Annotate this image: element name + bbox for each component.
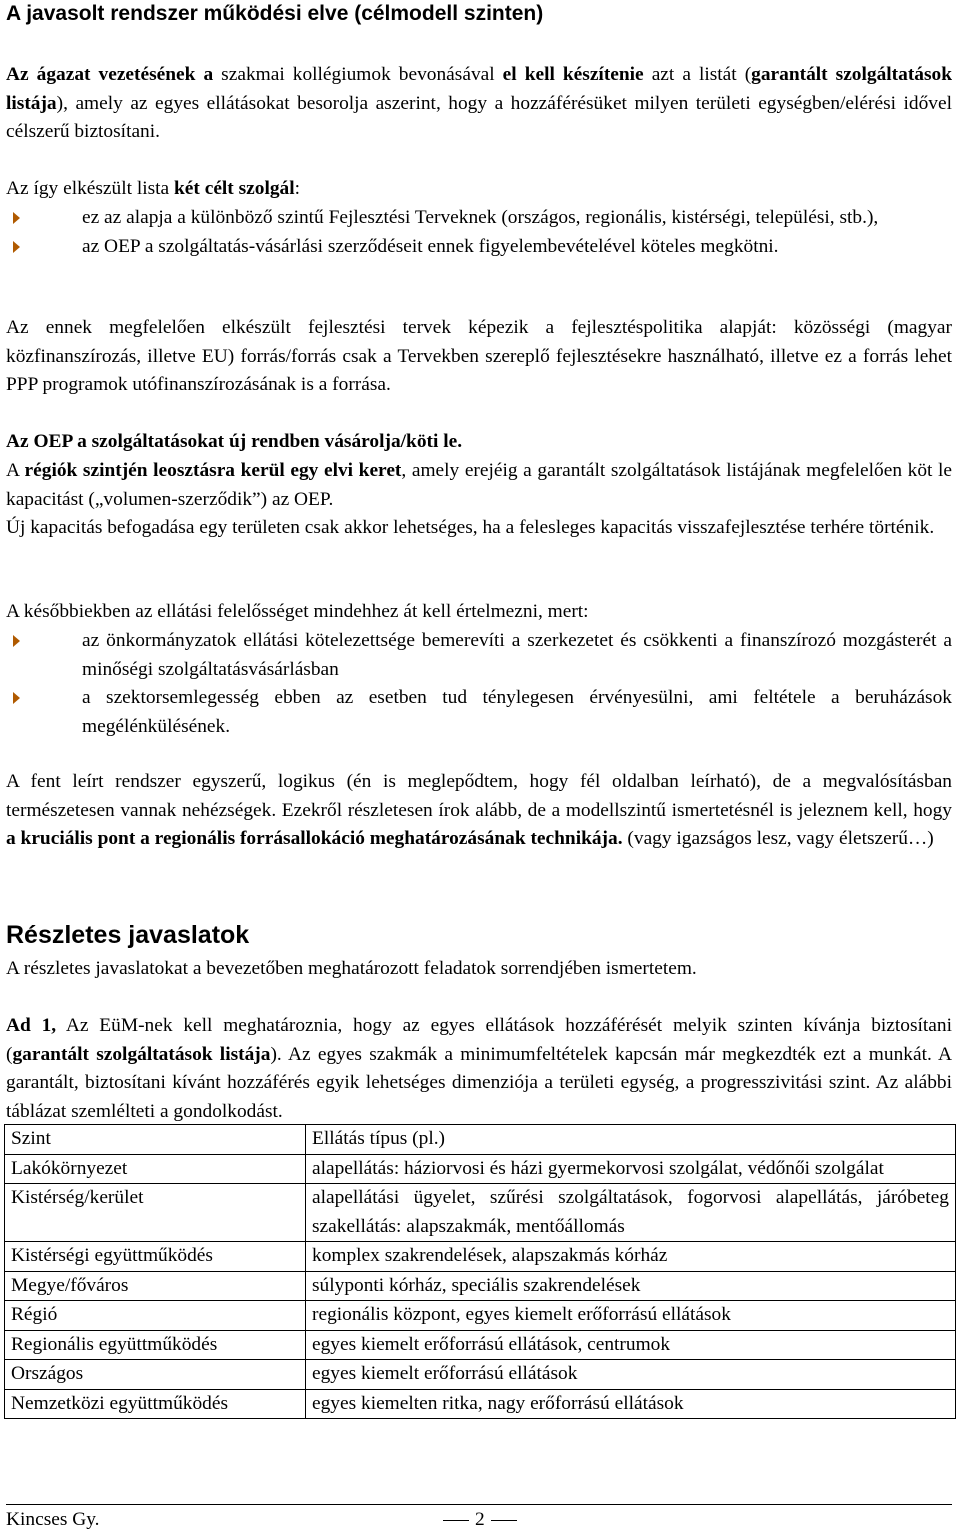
footer-divider [6, 1504, 952, 1505]
table-header-row [5, 1125, 956, 1155]
list-item: az önkormányzatok ellátási kötelezettsége bemerevíti a szerkezetet és csökkenti a finanszírozó mozgásterét a minőségi szolgáltatásvásárlásban [6, 627, 952, 684]
paragraph-responsibility: A későbbiekben az ellátási felelősséget mindehhez át kell értelmezni, mert: [6, 601, 589, 622]
table-cell-service: egyes kiemelt erőforrású ellátások, centrumok [306, 1330, 956, 1360]
table-cell-service: regionális központ, egyes kiemelt erőforrású ellátások [306, 1301, 956, 1331]
paragraph-guaranteed-list: Az ágazat vezetésének a szakmai kollégiumok bevonásával el kell készítenie azt a listát (garantált szolgáltatások listája), amely az egyes ellátásokat besorolja aszerint, hogy a hozzáférésüket milyen területi egységben/elérési idővel célszerű biztosítani. [6, 64, 953, 142]
table-cell-level: Regionális együttműködés [5, 1330, 306, 1360]
footer-author: Kincses Gy. [6, 1509, 100, 1530]
paragraph-oep-new-order: Az OEP a szolgáltatásokat új rendben vásárolja/köti le. [6, 431, 463, 452]
paragraph-system-summary: A fent leírt rendszer egyszerű, logikus (én is meglepődtem, hogy fél oldalban leírható), de a megvalósításban természetesen vannak nehézségek. Ezekről részletesen írok alább, de a modellszintű ismertetésnél is jeleznem kell, hogy a kruciális pont a regionális forrásallokáció meghatározásának technikája. (vagy igazságos lesz, vagy életszerű…) [6, 771, 952, 849]
table-cell-level: Megye/főváros [5, 1271, 306, 1301]
table-cell-level: Lakókörnyezet [5, 1154, 306, 1184]
section-heading-detailed-proposals: Részletes javaslatok [6, 921, 250, 949]
list-item: ez az alapja a különböző szintű Fejlesztési Terveknek (országos, regionális, kistérségi, települési, stb.), [6, 204, 952, 233]
list-item: a szektorsemlegesség ebben az esetben tud ténylegesen érvényesülni, ami feltétele a beruházások megélénkülésének. [6, 684, 952, 741]
table-cell-service: egyes kiemelt erőforrású ellátások [306, 1360, 956, 1390]
table-row [5, 1330, 956, 1360]
right-arrow-bullet-icon [13, 241, 20, 253]
table-row [5, 1389, 956, 1419]
right-arrow-bullet-icon [13, 635, 20, 647]
table-row [5, 1154, 956, 1184]
table-cell-service: egyes kiemelten ritka, nagy erőforrású ellátások [306, 1389, 956, 1419]
paragraph-regional-frame: A régiók szintjén leosztásra kerül egy elvi keret, amely erejéig a garantált szolgáltatások listájának megfelelően köt le kapacitást („volumen-szerződik”) az OEP. [6, 460, 953, 510]
table-cell-level: Kistérségi együttműködés [5, 1242, 306, 1272]
paragraph-intro-proposals: A részletes javaslatokat a bevezetőben meghatározott feladatok sorrendjében ismertetem. [6, 958, 697, 979]
footer-page-number: 2 [437, 1506, 523, 1534]
table-cell-level: Országos [5, 1360, 306, 1390]
levels-table [4, 1124, 956, 1419]
bullet-list-goals [6, 204, 952, 261]
table-cell-service: alapellátási ügyelet, szűrési szolgáltatások, fogorvosi alapellátás, járóbeteg szakellátás: alapszakmák, mentőállomás [306, 1184, 956, 1242]
table-cell-service: alapellátás: háziorvosi és házi gyermekorvosi szolgálat, védőnői szolgálat [306, 1154, 956, 1184]
text-bold: Az ágazat vezetésének a [6, 64, 214, 85]
table-row [5, 1242, 956, 1272]
table-cell-service: súlyponti kórház, speciális szakrendelések [306, 1271, 956, 1301]
table-row [5, 1271, 956, 1301]
table-row [5, 1301, 956, 1331]
table-cell-level: Régió [5, 1301, 306, 1331]
table-cell-level: Nemzetközi együttműködés [5, 1389, 306, 1419]
list-item: az OEP a szolgáltatás-vásárlási szerződéseit ennek figyelembevételével köteles megkötni. [6, 233, 952, 262]
bullet-list-reasons [6, 627, 952, 741]
table-cell-level: Kistérség/kerület [5, 1184, 306, 1242]
section-heading-principle: A javasolt rendszer működési elve (célmodell szinten) [6, 2, 544, 25]
paragraph-new-capacity: Új kapacitás befogadása egy területen csak akkor lehetséges, ha a felesleges kapacitás visszafejlesztése terhére történik. [6, 517, 935, 538]
table-cell-service: komplex szakrendelések, alapszakmás kórház [306, 1242, 956, 1272]
right-arrow-bullet-icon [13, 692, 20, 704]
table-row [5, 1184, 956, 1242]
right-arrow-bullet-icon [13, 212, 20, 224]
paragraph-two-goals: Az így elkészült lista két célt szolgál: [6, 178, 301, 199]
table-header-cell: Ellátás típus (pl.) [306, 1125, 956, 1155]
paragraph-development-plans: Az ennek megfelelően elkészült fejlesztési tervek képezik a fejlesztéspolitika alapját: közösségi (magyar közfinanszírozás, illetve EU) forrás/forrás csak a Tervekben szereplő fejlesztésekre használható, illetve ez a forrás lehet PPP programok utófinanszírozásának is a forrása. [6, 317, 952, 395]
paragraph-ad-1: Ad 1, Az EüM-nek kell meghatároznia, hogy az egyes ellátások hozzáférését melyik szinten kívánja biztosítani (garantált szolgáltatások listája). Az egyes szakmák a minimumfeltételek kapcsán már megkezdték ezt a munkát. A garantált, biztosítani kívánt hozzáférés egyik lehetséges dimenziója a területi egység, a progresszivitási szint. Az alábbi táblázat szemlélteti a gondolkodást. [6, 1015, 953, 1122]
table-row [5, 1360, 956, 1390]
table-header-cell: Szint [5, 1125, 306, 1155]
